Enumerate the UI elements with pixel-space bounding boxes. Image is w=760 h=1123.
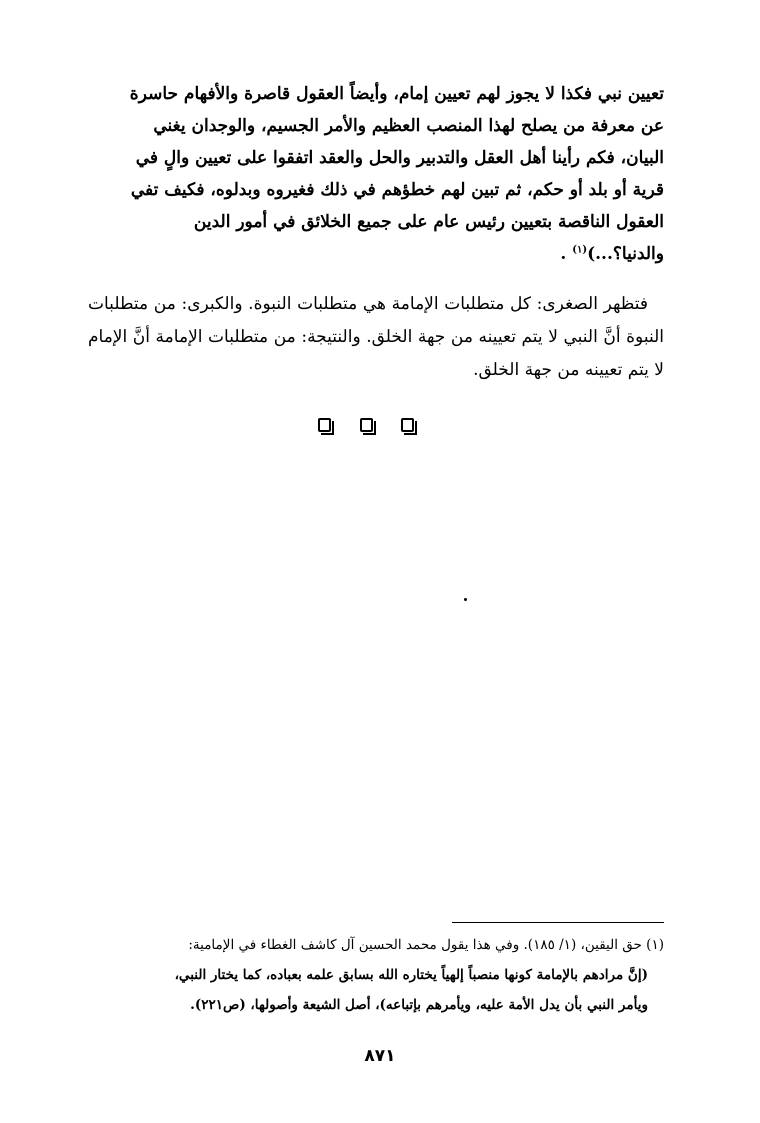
stray-dot (464, 598, 467, 601)
page-number: ٨٧١ (364, 1046, 396, 1066)
quote-line: عن معرفة من يصلح لهذا المنصب العظيم والأمر الجسيم، والوجدان يغني (153, 116, 664, 136)
quoted-text-block (88, 78, 664, 270)
footnote-number: (١) (646, 937, 664, 953)
footnote-source: حق اليقين، (١/ ١٨٥). وفي هذا يقول محمد الحسين آل كاشف الغطاء في الإمامية: (188, 937, 642, 953)
footnote-quote-line: ويأمر النبي بأن يدل الأمة عليه، ويأمرهم بإتباعه)، أصل الشيعة وأصولها، (ص٢٢١). (190, 997, 648, 1013)
square-icon (318, 418, 331, 432)
body-paragraph (88, 288, 664, 387)
quote-end-punctuation: . (560, 244, 567, 264)
square-icon (401, 418, 414, 432)
section-separator (318, 418, 414, 438)
square-icon (360, 418, 373, 432)
quote-line: والدنيا؟...) (587, 244, 664, 264)
footnote-quote-line: (إنَّ مرادهم بالإمامة كونها منصباً إلهياً يختاره الله بسابق علمه بعباده، كما يختار النبي، (174, 967, 648, 983)
quote-line: العقول الناقصة بتعيين رئيس عام على جميع الخلائق في أمور الدين (193, 212, 664, 232)
paragraph-text: فتظهر الصغرى: كل متطلبات الإمامة هي متطلبات النبوة. والكبرى: من متطلبات النبوة أنَّ النبي لا يتم تعيينه من جهة الخلق. والنتيجة: من متطلبات الإمامة أنَّ الإمام لا يتم تعيينه من جهة الخلق. (88, 294, 664, 380)
quote-line: قرية أو بلد أو حكم، ثم تبين لهم خطؤهم في ذلك فغيروه وبدلوه، فكيف تفي (130, 180, 664, 200)
footnote-divider (452, 922, 664, 923)
footnotes (64, 930, 664, 1020)
quote-line: البيان، فكم رأينا أهل العقل والتدبير والحل والعقد اتفقوا على تعيين والٍ في (135, 148, 664, 168)
footnote-reference[interactable]: (١) (572, 244, 588, 256)
footnote-line (64, 930, 664, 960)
quote-line: تعيين نبي فكذا لا يجوز لهم تعيين إمام، وأيضاً العقول قاصرة والأفهام حاسرة (129, 84, 664, 104)
quote-last-line (88, 238, 664, 270)
